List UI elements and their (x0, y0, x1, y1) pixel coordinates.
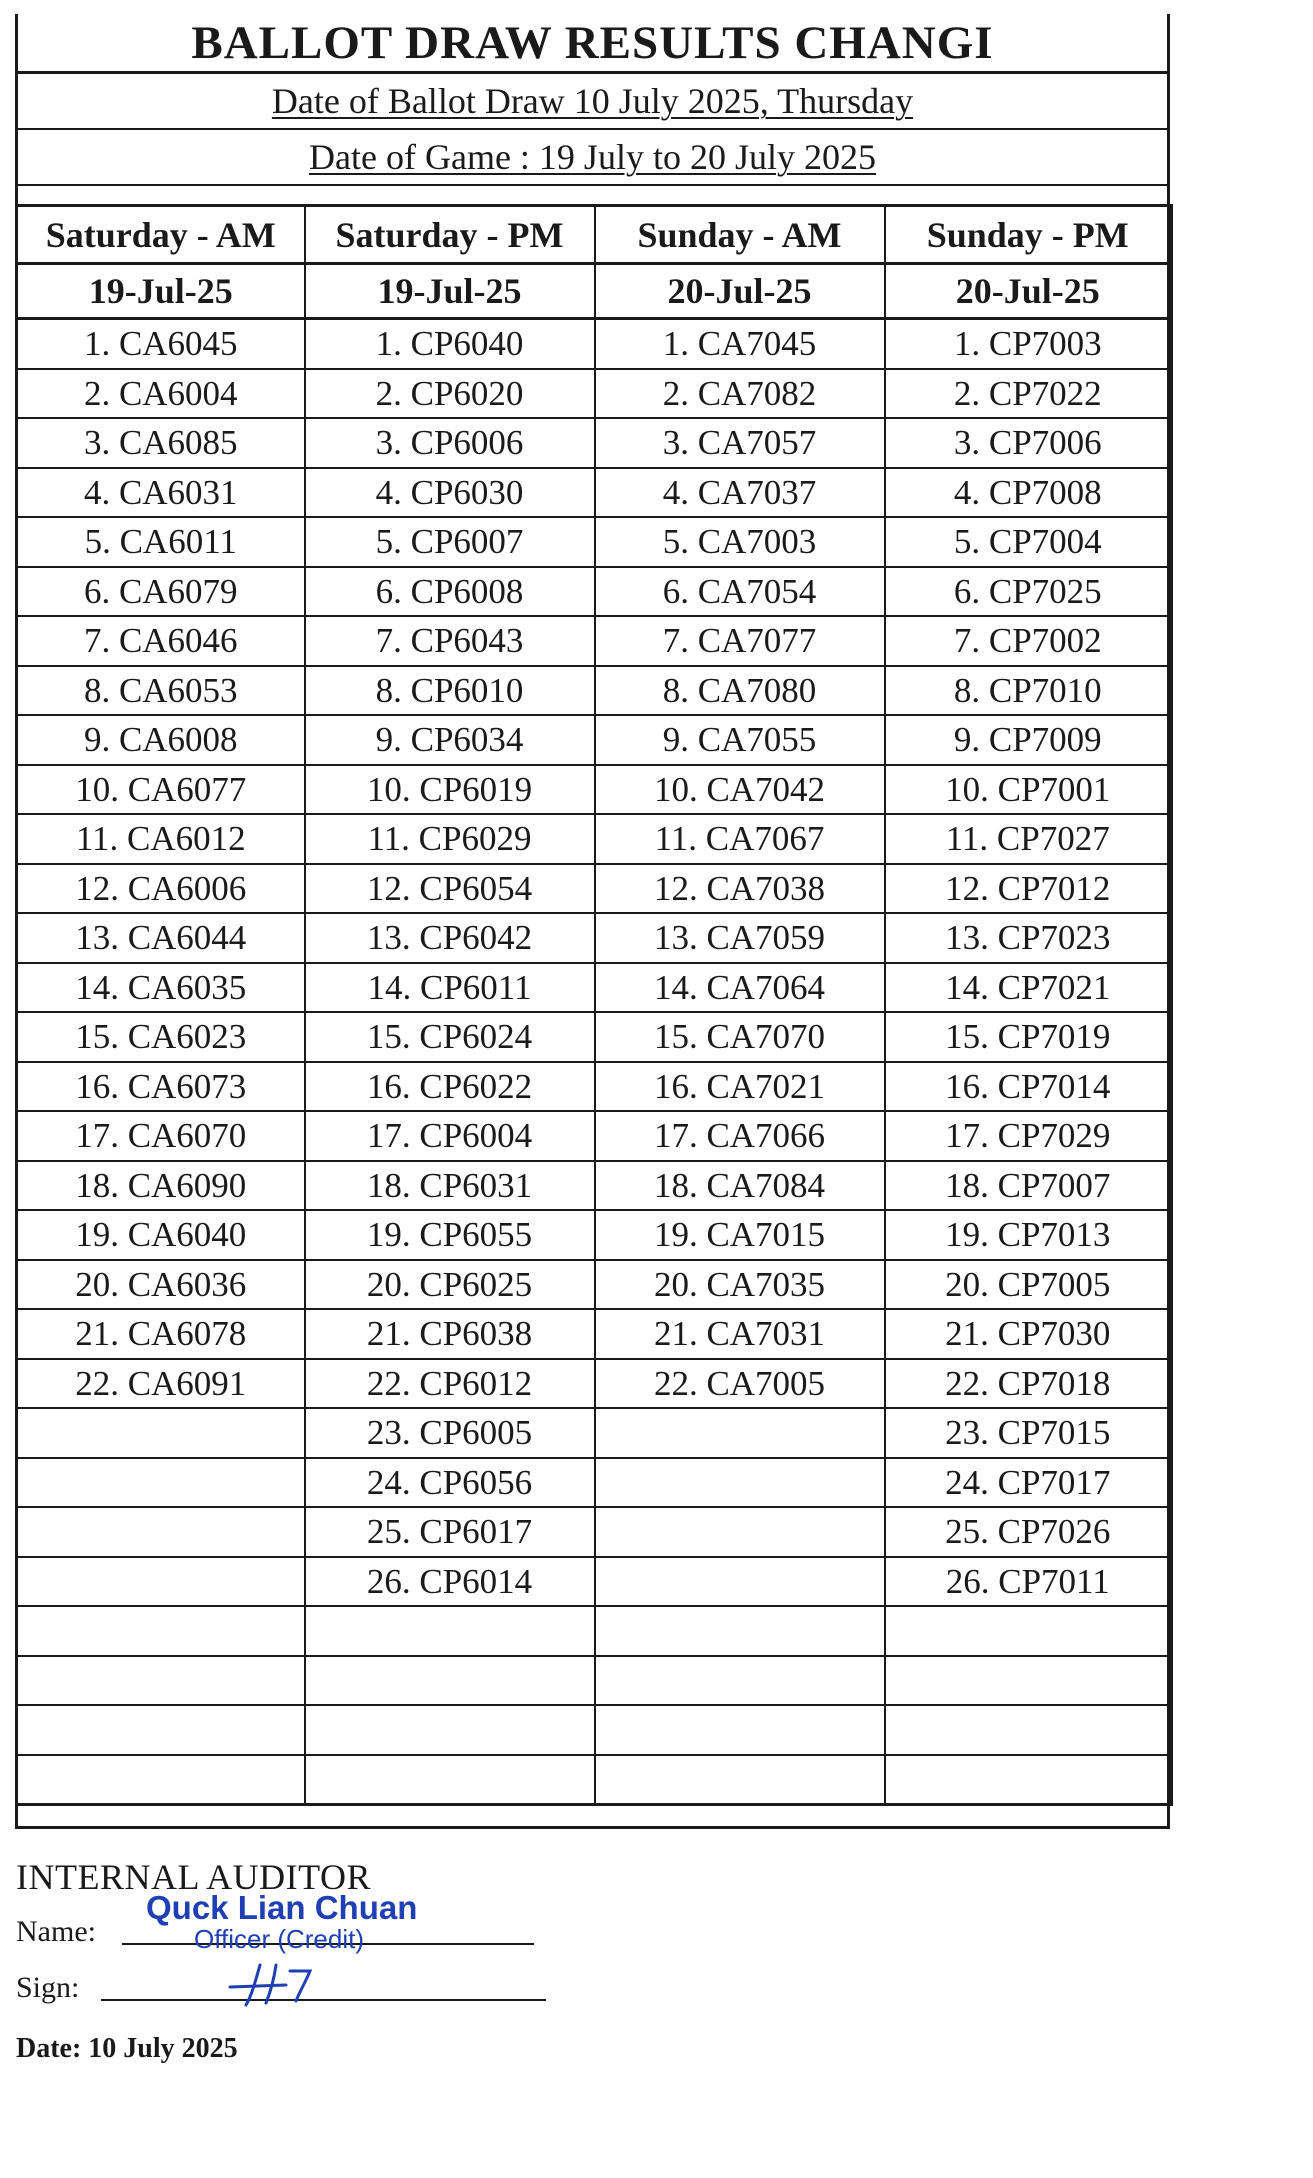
table-row (17, 517, 1172, 567)
ballot-entry: 1. CA6045 (17, 319, 305, 369)
stamp-role: Officer (Credit) (194, 1924, 364, 1954)
ballot-entry (17, 1507, 305, 1557)
ballot-entry: 2. CA7082 (595, 369, 885, 419)
ballot-entry: 1. CP7003 (885, 319, 1172, 369)
audit-date: Date: 10 July 2025 (16, 2033, 238, 2064)
ballot-entry: 4. CP7008 (885, 468, 1172, 518)
ballot-entry: 9. CP7009 (885, 715, 1172, 765)
ballot-entry (595, 1507, 885, 1557)
ballot-entry: 19. CP7013 (885, 1210, 1172, 1260)
ballot-entry (595, 1458, 885, 1508)
ballot-entry: 20. CP6025 (305, 1260, 595, 1310)
ballot-entry: 22. CA7005 (595, 1359, 885, 1409)
ballot-entry (305, 1606, 595, 1656)
ballot-entry: 12. CP7012 (885, 864, 1172, 914)
ballot-entry: 20. CA6036 (17, 1260, 305, 1310)
name-field (16, 1889, 576, 1955)
ballot-entry: 19. CP6055 (305, 1210, 595, 1260)
ballot-entry: 6. CA7054 (595, 567, 885, 617)
ballot-entry: 11. CP7027 (885, 814, 1172, 864)
ballot-entry: 22. CP6012 (305, 1359, 595, 1409)
ballot-entry: 21. CA7031 (595, 1309, 885, 1359)
ballot-entry: 25. CP6017 (305, 1507, 595, 1557)
ballot-entry: 1. CA7045 (595, 319, 885, 369)
ballot-entry: 15. CA6023 (17, 1012, 305, 1062)
table-row (17, 369, 1172, 419)
title-block (15, 14, 1170, 206)
ballot-entry: 8. CP7010 (885, 666, 1172, 716)
signature-mark (226, 1957, 326, 2007)
table-row (17, 1012, 1172, 1062)
game-date: Date of Game : 19 July to 20 July 2025 (309, 137, 876, 177)
ballot-entry (305, 1656, 595, 1706)
ballot-entry: 2. CP7022 (885, 369, 1172, 419)
table-row (17, 1210, 1172, 1260)
ballot-entry (595, 1606, 885, 1656)
page-title: BALLOT DRAW RESULTS CHANGI (15, 14, 1170, 74)
ballot-entry: 6. CP7025 (885, 567, 1172, 617)
sign-label: Sign: (16, 1971, 80, 2004)
ballot-entry (595, 1755, 885, 1805)
session-header: Saturday - PM (305, 206, 595, 264)
ballot-entry (595, 1705, 885, 1755)
table-row (17, 1705, 1172, 1755)
table-row (17, 913, 1172, 963)
ballot-entry (885, 1755, 1172, 1805)
table-row (17, 1557, 1172, 1607)
table-row (17, 319, 1172, 369)
ballot-entry: 21. CA6078 (17, 1309, 305, 1359)
ballot-entry (17, 1557, 305, 1607)
session-header-row (17, 206, 1172, 264)
table-row (17, 468, 1172, 518)
ballot-entry: 13. CA6044 (17, 913, 305, 963)
name-label: Name: (16, 1915, 96, 1948)
table-row (17, 1161, 1172, 1211)
session-date: 19-Jul-25 (305, 264, 595, 319)
ballot-entry: 22. CA6091 (17, 1359, 305, 1409)
ballot-entry: 17. CP6004 (305, 1111, 595, 1161)
ballot-entry: 7. CA6046 (17, 616, 305, 666)
table-row (17, 1606, 1172, 1656)
ballot-entry: 1. CP6040 (305, 319, 595, 369)
ballot-entry (17, 1408, 305, 1458)
ballot-entry: 9. CA6008 (17, 715, 305, 765)
ballot-entry: 15. CP6024 (305, 1012, 595, 1062)
ballot-entry: 4. CA6031 (17, 468, 305, 518)
session-date: 20-Jul-25 (595, 264, 885, 319)
table-row (17, 1755, 1172, 1805)
ballot-entry: 20. CA7035 (595, 1260, 885, 1310)
ballot-entry: 12. CA6006 (17, 864, 305, 914)
ballot-entry: 5. CP6007 (305, 517, 595, 567)
auditor-block (16, 1855, 576, 2069)
ballot-entry: 15. CA7070 (595, 1012, 885, 1062)
ballot-entry: 5. CA7003 (595, 517, 885, 567)
ballot-entry: 17. CA6070 (17, 1111, 305, 1161)
session-date: 20-Jul-25 (885, 264, 1172, 319)
ballot-entry: 24. CP6056 (305, 1458, 595, 1508)
ballot-entry: 19. CA6040 (17, 1210, 305, 1260)
ballot-entry: 7. CA7077 (595, 616, 885, 666)
table-row (17, 864, 1172, 914)
ballot-entry: 21. CP6038 (305, 1309, 595, 1359)
ballot-entry (305, 1705, 595, 1755)
ballot-entry: 7. CP6043 (305, 616, 595, 666)
date-header-row (17, 264, 1172, 319)
ballot-entry: 5. CP7004 (885, 517, 1172, 567)
ballot-entry: 3. CA6085 (17, 418, 305, 468)
ballot-entry: 5. CA6011 (17, 517, 305, 567)
ballot-entry: 4. CA7037 (595, 468, 885, 518)
table-row (17, 1656, 1172, 1706)
ballot-entry: 8. CP6010 (305, 666, 595, 716)
ballot-entry: 2. CA6004 (17, 369, 305, 419)
ballot-entry (17, 1606, 305, 1656)
ballot-entry: 17. CP7029 (885, 1111, 1172, 1161)
table-row (17, 715, 1172, 765)
table-row (17, 1062, 1172, 1112)
results-table (15, 204, 1173, 1806)
ballot-entry: 12. CA7038 (595, 864, 885, 914)
results-body (17, 319, 1172, 1805)
ballot-entry: 23. CP7015 (885, 1408, 1172, 1458)
table-row (17, 1359, 1172, 1409)
table-row (17, 963, 1172, 1013)
ballot-entry: 13. CA7059 (595, 913, 885, 963)
ballot-entry (305, 1755, 595, 1805)
ballot-entry: 21. CP7030 (885, 1309, 1172, 1359)
ballot-entry: 11. CP6029 (305, 814, 595, 864)
ballot-entry: 19. CA7015 (595, 1210, 885, 1260)
ballot-entry: 14. CP7021 (885, 963, 1172, 1013)
ballot-entry: 18. CA6090 (17, 1161, 305, 1211)
ballot-entry: 9. CA7055 (595, 715, 885, 765)
table-row (17, 765, 1172, 815)
ballot-entry (17, 1755, 305, 1805)
spacer-row (15, 186, 1170, 206)
ballot-entry: 10. CP6019 (305, 765, 595, 815)
ballot-entry (17, 1458, 305, 1508)
session-header: Sunday - AM (595, 206, 885, 264)
ballot-entry: 8. CA7080 (595, 666, 885, 716)
table-row (17, 418, 1172, 468)
ballot-entry: 16. CP7014 (885, 1062, 1172, 1112)
ballot-entry: 23. CP6005 (305, 1408, 595, 1458)
ballot-entry: 15. CP7019 (885, 1012, 1172, 1062)
ballot-entry: 24. CP7017 (885, 1458, 1172, 1508)
ballot-entry: 10. CA6077 (17, 765, 305, 815)
ballot-entry: 16. CP6022 (305, 1062, 595, 1112)
ballot-entry: 18. CP6031 (305, 1161, 595, 1211)
ballot-entry: 10. CP7001 (885, 765, 1172, 815)
session-header: Saturday - AM (17, 206, 305, 264)
ballot-entry (595, 1557, 885, 1607)
ballot-entry: 4. CP6030 (305, 468, 595, 518)
ballot-entry: 20. CP7005 (885, 1260, 1172, 1310)
ballot-entry: 25. CP7026 (885, 1507, 1172, 1557)
ballot-entry (17, 1705, 305, 1755)
ballot-entry: 13. CP6042 (305, 913, 595, 963)
ballot-entry: 3. CP6006 (305, 418, 595, 468)
ballot-entry (595, 1656, 885, 1706)
ballot-entry: 18. CP7007 (885, 1161, 1172, 1211)
auditor-heading: INTERNAL AUDITOR (16, 1857, 371, 1897)
ballot-entry: 8. CA6053 (17, 666, 305, 716)
ballot-entry: 9. CP6034 (305, 715, 595, 765)
ballot-entry: 11. CA6012 (17, 814, 305, 864)
table-row (17, 1260, 1172, 1310)
stamp-name: Quck Lian Chuan (146, 1889, 418, 1926)
ballot-entry: 22. CP7018 (885, 1359, 1172, 1409)
ballot-entry: 2. CP6020 (305, 369, 595, 419)
table-row (17, 616, 1172, 666)
sign-field (16, 1955, 576, 2011)
ballot-entry (595, 1408, 885, 1458)
ballot-entry: 3. CP7006 (885, 418, 1172, 468)
ballot-entry: 6. CP6008 (305, 567, 595, 617)
ballot-entry: 18. CA7084 (595, 1161, 885, 1211)
game-date-row (15, 130, 1170, 186)
ballot-entry: 14. CA6035 (17, 963, 305, 1013)
ballot-entry: 16. CA6073 (17, 1062, 305, 1112)
ballot-entry: 14. CP6011 (305, 963, 595, 1013)
ballot-entry (885, 1705, 1172, 1755)
ballot-entry: 13. CP7023 (885, 913, 1172, 963)
table-row (17, 1309, 1172, 1359)
ballot-entry: 12. CP6054 (305, 864, 595, 914)
table-row (17, 567, 1172, 617)
table-row (17, 1408, 1172, 1458)
ballot-date: Date of Ballot Draw 10 July 2025, Thursday (271, 81, 914, 121)
table-row (17, 814, 1172, 864)
ballot-entry: 14. CA7064 (595, 963, 885, 1013)
ballot-entry: 3. CA7057 (595, 418, 885, 468)
ballot-entry: 26. CP7011 (885, 1557, 1172, 1607)
ballot-entry: 10. CA7042 (595, 765, 885, 815)
table-row (17, 666, 1172, 716)
table-row (17, 1507, 1172, 1557)
table-row (17, 1458, 1172, 1508)
ballot-entry: 11. CA7067 (595, 814, 885, 864)
ballot-entry: 17. CA7066 (595, 1111, 885, 1161)
ballot-entry: 6. CA6079 (17, 567, 305, 617)
ballot-entry: 16. CA7021 (595, 1062, 885, 1112)
session-date: 19-Jul-25 (17, 264, 305, 319)
session-header: Sunday - PM (885, 206, 1172, 264)
ballot-entry: 26. CP6014 (305, 1557, 595, 1607)
ballot-entry (885, 1606, 1172, 1656)
ballot-entry (17, 1656, 305, 1706)
ballot-date-row (15, 74, 1170, 130)
table-row (17, 1111, 1172, 1161)
ballot-entry: 7. CP7002 (885, 616, 1172, 666)
ballot-entry (885, 1656, 1172, 1706)
